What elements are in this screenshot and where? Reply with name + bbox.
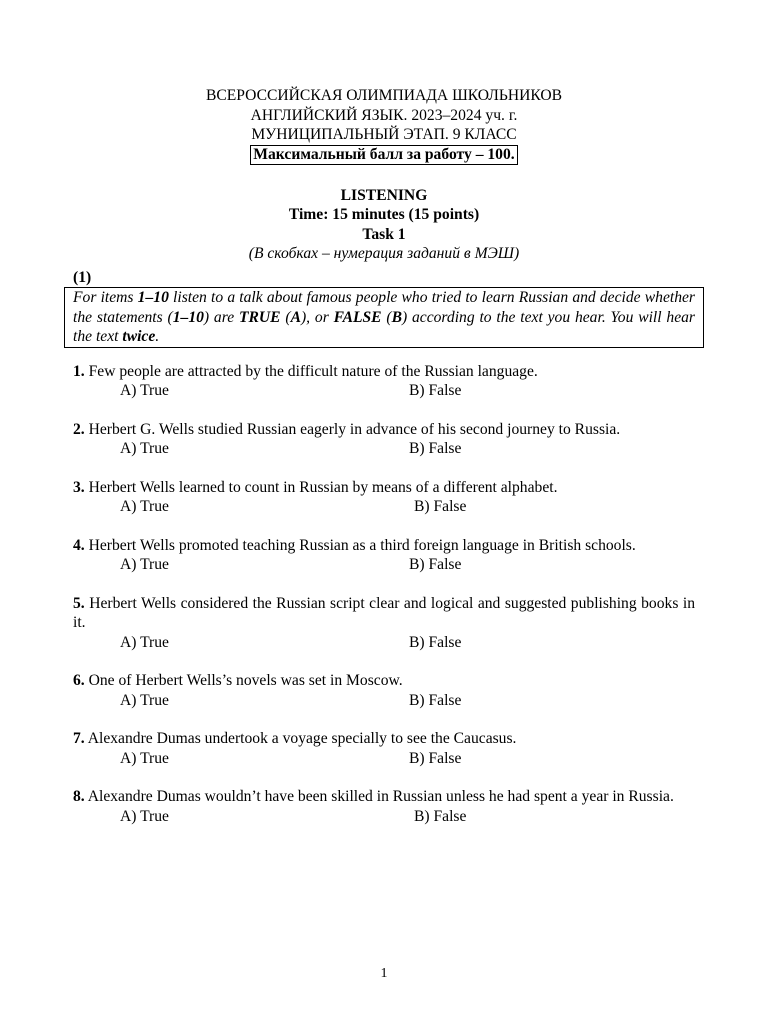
option-a: A) True <box>120 807 169 825</box>
instr-text: ( <box>381 308 392 326</box>
page-number: 1 <box>380 966 388 981</box>
instr-letter-a: A <box>290 308 301 326</box>
option-b: B) False <box>409 633 462 651</box>
max-score-row <box>73 145 695 165</box>
question-item <box>73 362 695 401</box>
instr-text: ) are <box>203 308 239 326</box>
instr-letter-b: B <box>391 308 402 326</box>
option-b: B) False <box>409 691 462 709</box>
instr-false: FALSE <box>333 308 382 326</box>
max-score-box: Максимальный балл за работу – 100. <box>250 145 517 165</box>
question-number: 8. <box>73 788 85 805</box>
option-a: A) True <box>120 691 169 709</box>
question-number: 6. <box>73 672 85 689</box>
question-text: Herbert Wells promoted teaching Russian as a third foreign language in British schools. <box>88 536 636 554</box>
instr-text: For items <box>73 289 138 306</box>
question-list <box>73 362 695 827</box>
question-number: 4. <box>73 536 85 554</box>
question-number: 3. <box>73 478 85 496</box>
option-a: A) True <box>120 749 169 767</box>
instr-range: 1–10 <box>172 308 204 326</box>
instructions-box <box>64 287 704 348</box>
option-a: A) True <box>120 633 169 651</box>
question-item <box>73 420 695 459</box>
question-number: 1. <box>73 362 85 380</box>
question-number: 2. <box>73 420 85 438</box>
instr-text: ( <box>280 308 291 326</box>
question-item <box>73 478 695 517</box>
instr-text: listen to a talk about famous people who tried to learn Russian and decide whether the statements ( <box>73 289 695 326</box>
instr-twice: twice <box>122 328 156 345</box>
option-b: B) False <box>414 498 467 515</box>
instr-text: ) according to the text you hear. You will hear the text <box>73 308 695 345</box>
question-text: Alexandre Dumas undertook a voyage specially to see the Caucasus. <box>87 730 517 747</box>
task-title: Task 1 <box>362 225 406 243</box>
instr-true: TRUE <box>238 308 281 326</box>
option-b: B) False <box>409 382 462 399</box>
section-time: Time: 15 minutes (15 points) <box>288 206 480 223</box>
question-text: Herbert Wells learned to count in Russian by means of a different alphabet. <box>88 478 558 496</box>
option-b: B) False <box>409 556 462 573</box>
option-a: A) True <box>120 440 169 457</box>
question-item <box>73 729 695 768</box>
question-number: 7. <box>73 730 85 747</box>
instr-range: 1–10 <box>137 289 169 306</box>
option-b: B) False <box>409 749 462 767</box>
task-note: (В скобках – нумерация заданий в МЭШ) <box>248 245 520 262</box>
task-label: (1) <box>73 268 92 286</box>
instr-text: ), or <box>300 308 334 326</box>
section-title: LISTENING <box>340 186 428 204</box>
question-text: Few people are attracted by the difficult nature of the Russian language. <box>88 362 538 380</box>
document-page <box>73 86 695 845</box>
instr-text: . <box>155 328 160 345</box>
olympiad-title: ВСЕРОССИЙСКАЯ ОЛИМПИАДА ШКОЛЬНИКОВ <box>205 87 563 104</box>
option-a: A) True <box>120 498 169 515</box>
question-text: Herbert Wells considered the Russian script clear and logical and suggested publishing books in it. <box>73 594 695 631</box>
question-number: 5. <box>73 594 85 612</box>
question-item <box>73 594 695 653</box>
question-item <box>73 536 695 575</box>
subject-year: АНГЛИЙСКИЙ ЯЗЫК. 2023–2024 уч. г. <box>250 106 518 124</box>
option-a: A) True <box>120 556 169 573</box>
option-b: B) False <box>414 807 467 825</box>
question-text: Herbert G. Wells studied Russian eagerly in advance of his second journey to Russia. <box>88 420 621 438</box>
question-item <box>73 671 695 710</box>
option-b: B) False <box>409 440 462 457</box>
option-a: A) True <box>120 382 169 399</box>
stage-grade: МУНИЦИПАЛЬНЫЙ ЭТАП. 9 КЛАСС <box>251 126 517 143</box>
question-text: One of Herbert Wells’s novels was set in Moscow. <box>88 672 403 689</box>
question-item <box>73 787 695 826</box>
question-text: Alexandre Dumas wouldn’t have been skilled in Russian unless he had spent a year in Russia. <box>87 788 674 805</box>
